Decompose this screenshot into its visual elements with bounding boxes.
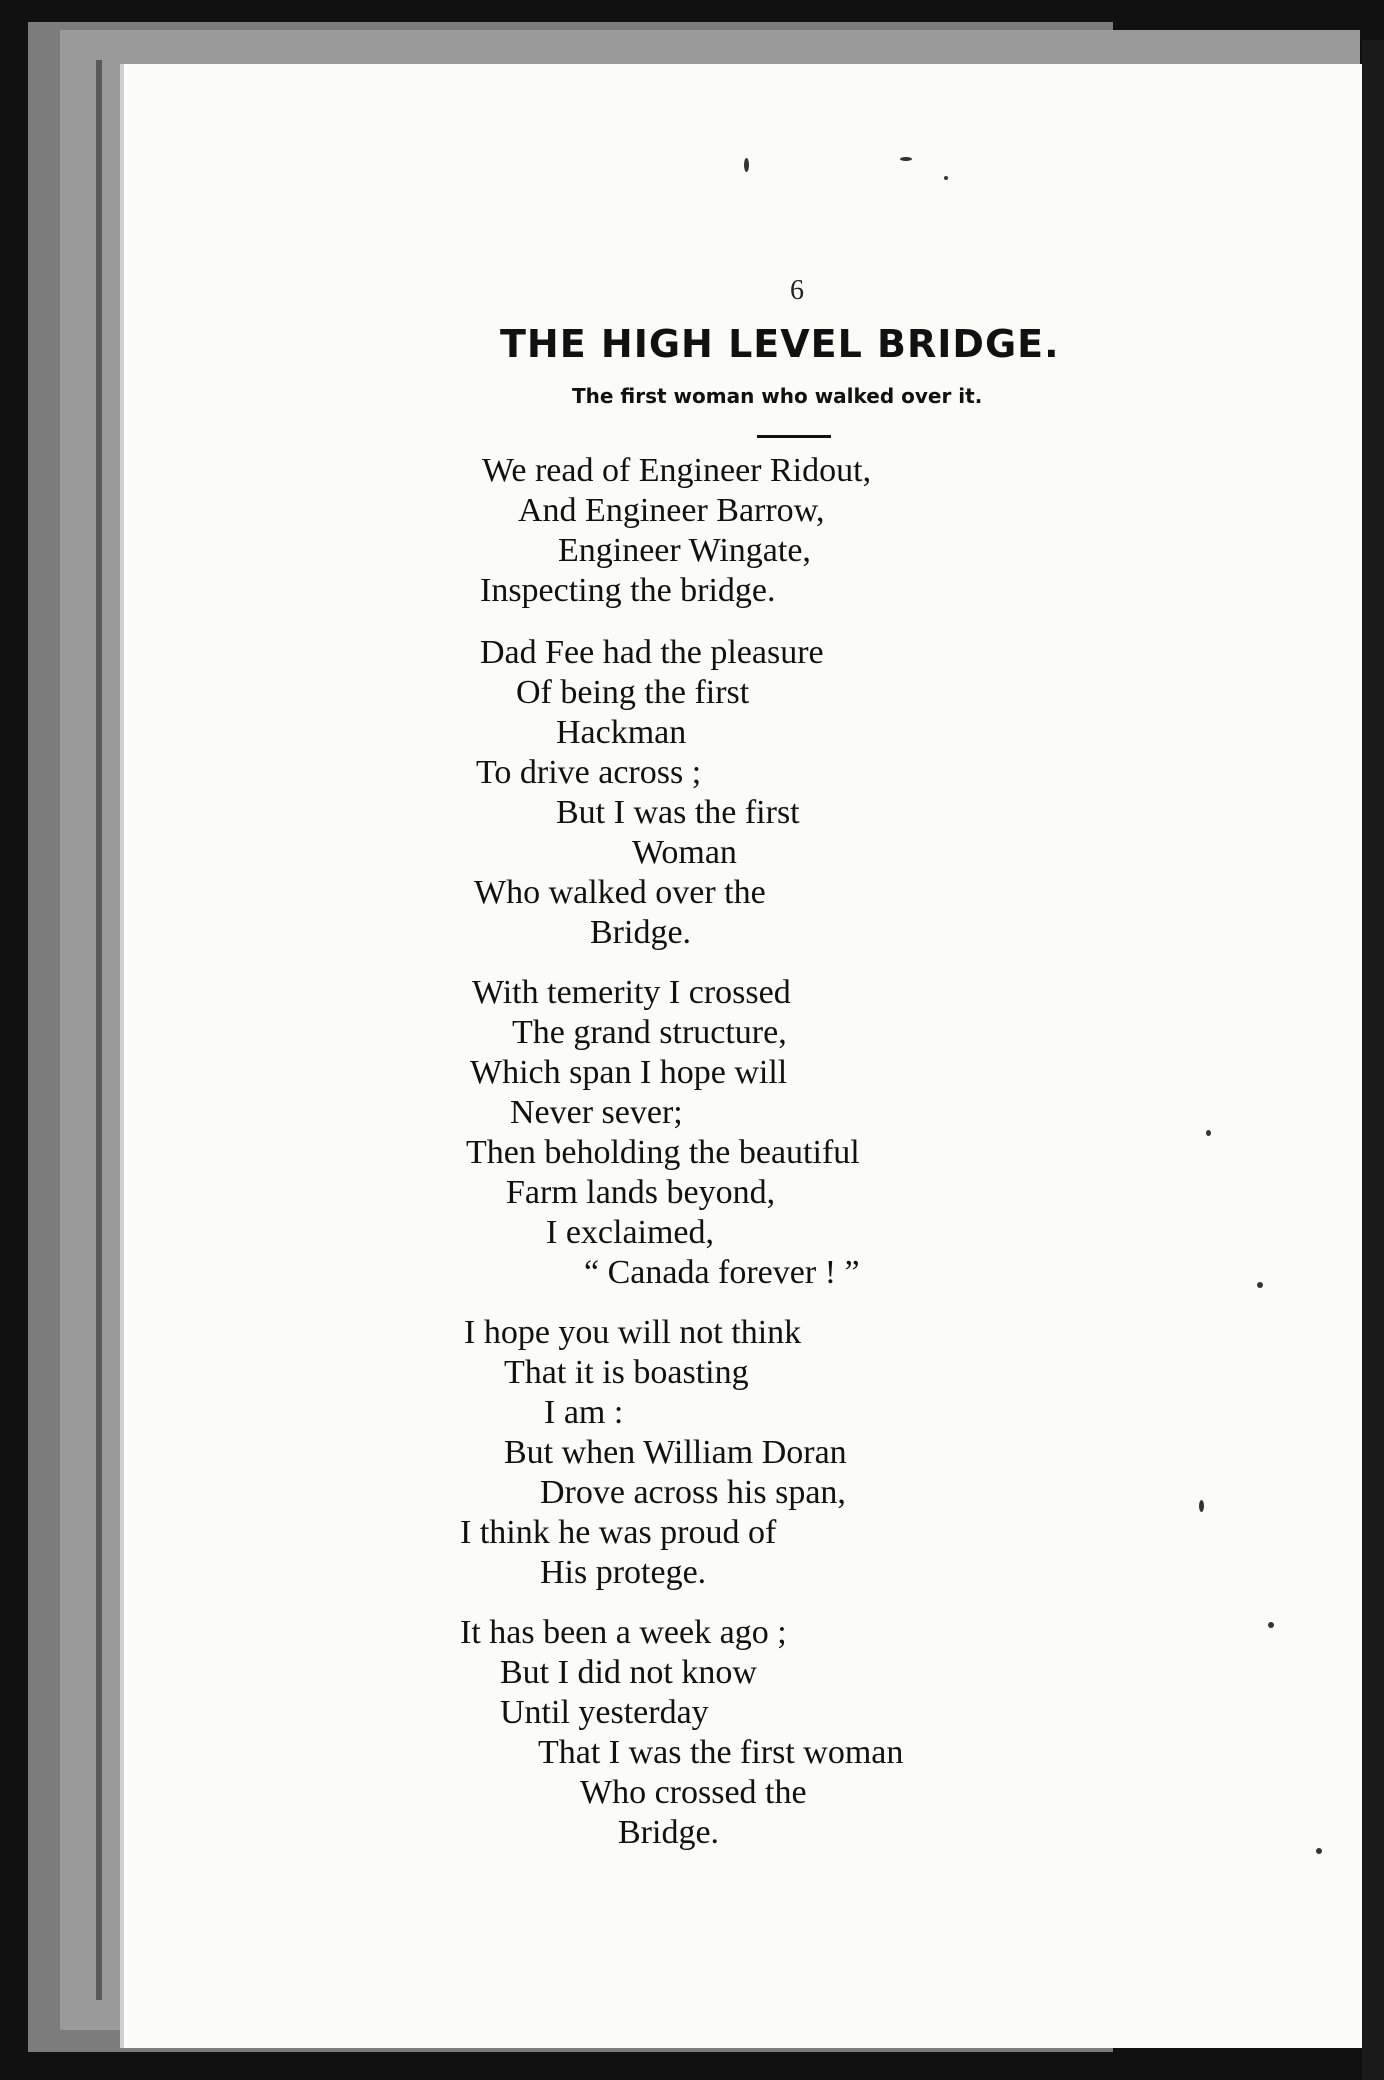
poem-line: That it is boasting: [504, 1354, 749, 1391]
title-rule: [757, 435, 831, 438]
poem-line: Drove across his span,: [540, 1474, 846, 1511]
poem-line: Dad Fee had the pleasure: [480, 634, 824, 671]
subtitle: The first woman who walked over it.: [572, 384, 983, 408]
poem-line: I am :: [544, 1394, 624, 1431]
poem-line: I think he was proud of: [460, 1514, 777, 1551]
page-right-edge: [1362, 40, 1384, 2080]
poem-line: But I did not know: [500, 1654, 757, 1691]
poem-line: Of being the first: [516, 674, 750, 711]
speck: [1206, 1130, 1211, 1136]
page-number: 6: [790, 275, 804, 306]
poem-line: We read of Engineer Ridout,: [482, 452, 872, 489]
spine-line: [96, 60, 102, 2000]
poem-line: It has been a week ago ;: [460, 1614, 787, 1651]
poem-line: Who walked over the: [474, 874, 766, 911]
poem-line: Farm lands beyond,: [506, 1174, 776, 1211]
poem-line: That I was the first woman: [538, 1734, 904, 1771]
speck: [900, 157, 912, 161]
speck: [1268, 1622, 1274, 1628]
poem-line: Inspecting the bridge.: [480, 572, 776, 609]
poem-line: With temerity I crossed: [472, 974, 791, 1011]
speck: [1316, 1848, 1322, 1854]
speck: [944, 176, 948, 180]
page-title: THE HIGH LEVEL BRIDGE.: [500, 322, 1060, 366]
poem-line: Woman: [632, 834, 737, 871]
speck: [1199, 1500, 1204, 1512]
poem-line: Engineer Wingate,: [558, 532, 811, 569]
poem-line: Which span I hope will: [470, 1054, 788, 1091]
poem-line: Bridge.: [590, 914, 692, 951]
poem-line: Hackman: [556, 714, 687, 751]
poem-line: To drive across ;: [476, 754, 702, 791]
poem-line: I exclaimed,: [546, 1214, 715, 1251]
poem-line: But when William Doran: [504, 1434, 847, 1471]
poem-line: Bridge.: [618, 1814, 720, 1851]
poem-line: Then beholding the beautiful: [466, 1134, 860, 1171]
speck: [744, 158, 749, 172]
poem-line: But I was the first: [556, 794, 800, 831]
poem-line: The grand structure,: [512, 1014, 787, 1051]
poem-line: Who crossed the: [580, 1774, 807, 1811]
poem-line: Never sever;: [510, 1094, 683, 1131]
speck: [1257, 1282, 1263, 1288]
poem-line: And Engineer Barrow,: [518, 492, 825, 529]
poem-line: His protege.: [540, 1554, 707, 1591]
poem-line: I hope you will not think: [464, 1314, 802, 1351]
poem-line: Until yesterday: [500, 1694, 709, 1731]
poem-line: “ Canada forever ! ”: [584, 1254, 860, 1291]
